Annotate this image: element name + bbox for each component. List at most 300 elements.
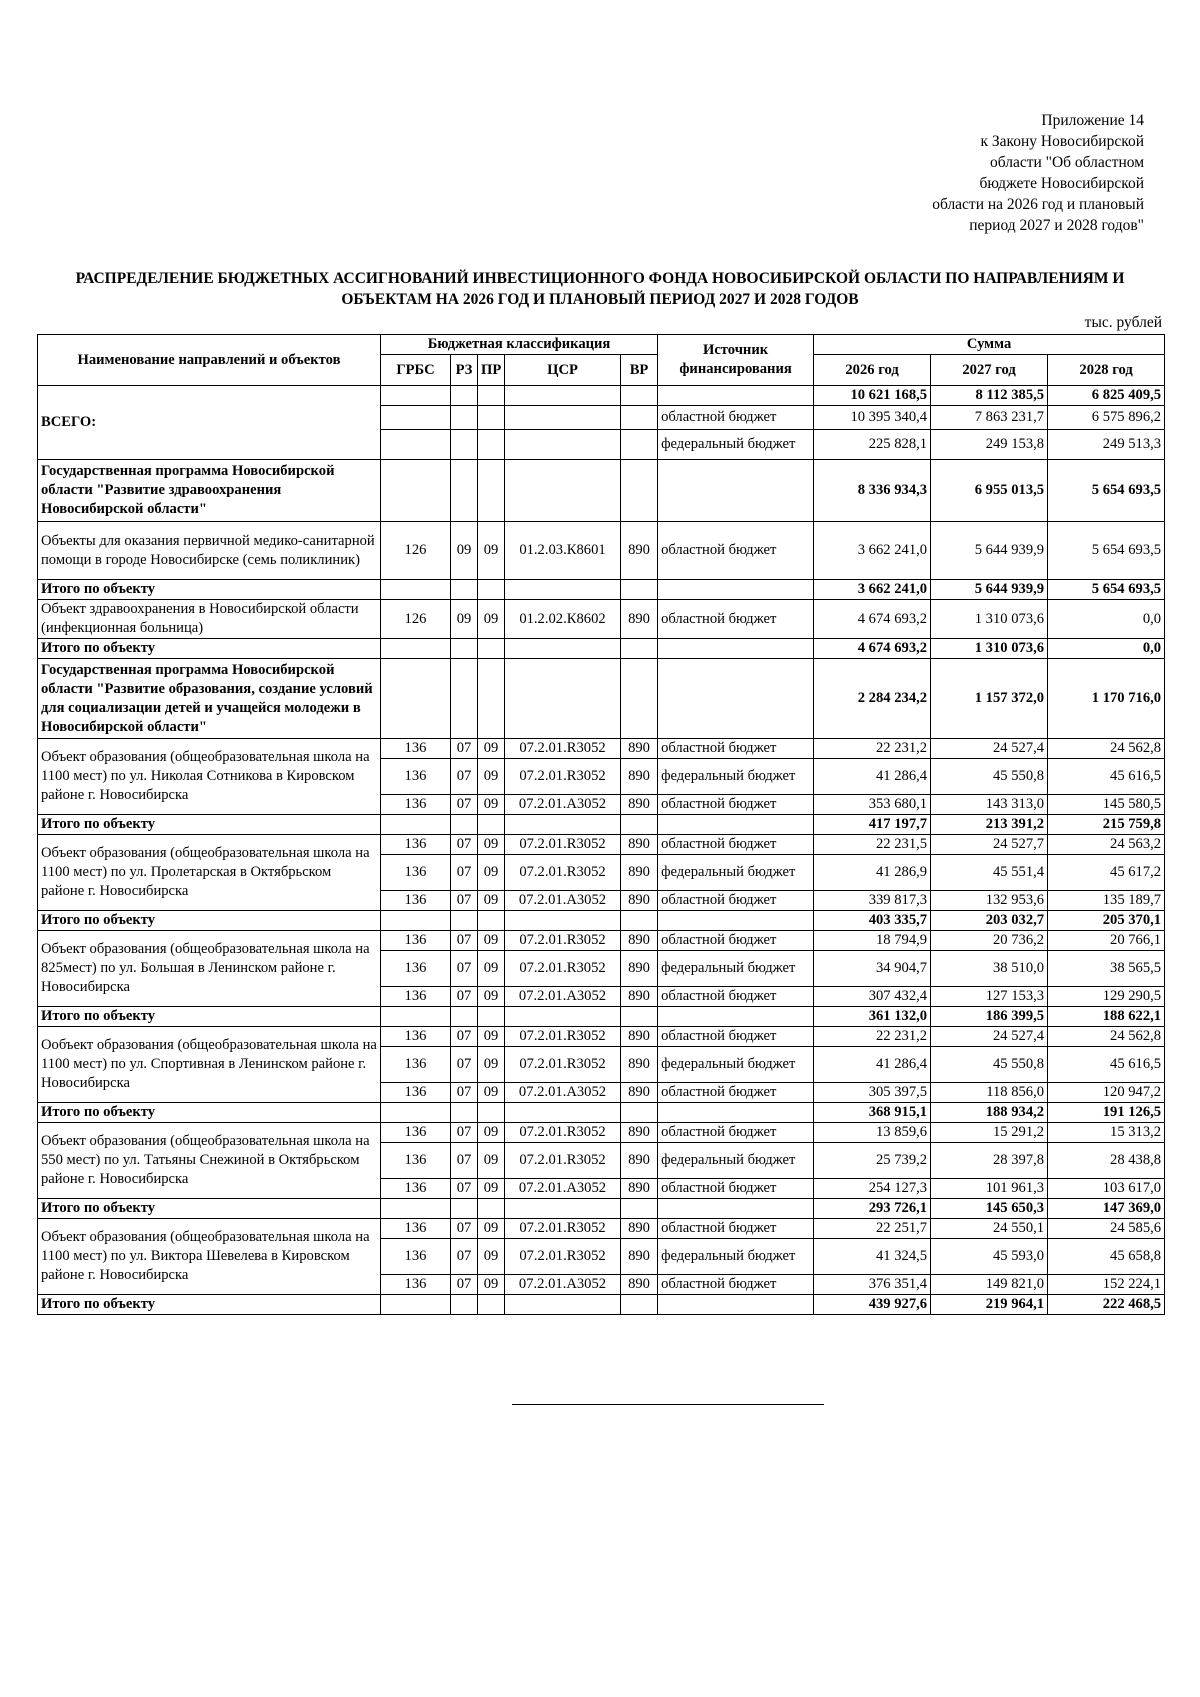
amount-2027: 143 313,0	[931, 795, 1048, 815]
pr-cell: 09	[478, 600, 505, 639]
source-cell: федеральный бюджет	[658, 1239, 814, 1275]
grbs-cell: 136	[381, 795, 451, 815]
rz-cell	[451, 911, 478, 931]
amount-2026: 339 817,3	[814, 891, 931, 911]
source-cell: областной бюджет	[658, 406, 814, 430]
source-cell	[658, 460, 814, 522]
source-cell: федеральный бюджет	[658, 759, 814, 795]
amount-2027: 1 310 073,6	[931, 600, 1048, 639]
pr-cell: 09	[478, 931, 505, 951]
amount-2027: 38 510,0	[931, 951, 1048, 987]
appendix-line: области "Об областном	[989, 154, 1144, 171]
amount-2026: 18 794,9	[814, 931, 931, 951]
rz-cell: 07	[451, 855, 478, 891]
amount-2026: 3 662 241,0	[814, 580, 931, 600]
amount-2028: 5 654 693,5	[1048, 522, 1165, 580]
amount-2027: 1 157 372,0	[931, 659, 1048, 739]
amount-2027: 203 032,7	[931, 911, 1048, 931]
amount-2028: 222 468,5	[1048, 1295, 1165, 1315]
grbs-cell	[381, 1199, 451, 1219]
table-body	[38, 386, 1165, 1315]
pr-cell: 09	[478, 1027, 505, 1047]
source-cell: областной бюджет	[658, 835, 814, 855]
source-cell: областной бюджет	[658, 891, 814, 911]
total-row	[38, 1295, 1165, 1315]
pr-cell: 09	[478, 1123, 505, 1143]
grbs-cell: 136	[381, 1239, 451, 1275]
title-line: ОБЪЕКТАМ НА 2026 ГОД И ПЛАНОВЫЙ ПЕРИОД 2027 И 2028 ГОДОВ	[341, 291, 859, 308]
amount-2028: 135 189,7	[1048, 891, 1165, 911]
table-row	[38, 460, 1165, 522]
amount-2026: 41 286,4	[814, 1047, 931, 1083]
amount-2026: 417 197,7	[814, 815, 931, 835]
grbs-cell: 136	[381, 951, 451, 987]
amount-2028: 24 562,8	[1048, 739, 1165, 759]
row-name: Объект образования (общеобразовательная школа на 1100 мест) по ул. Виктора Шевелева в Кировском районе г. Новосибирска	[38, 1219, 381, 1295]
amount-2027: 249 153,8	[931, 430, 1048, 460]
source-cell	[658, 659, 814, 739]
table-row	[38, 600, 1165, 639]
source-cell	[658, 1295, 814, 1315]
amount-2026: 10 395 340,4	[814, 406, 931, 430]
amount-2026: 403 335,7	[814, 911, 931, 931]
amount-2027: 5 644 939,9	[931, 522, 1048, 580]
source-cell: федеральный бюджет	[658, 1047, 814, 1083]
vr-cell: 890	[621, 1123, 658, 1143]
rz-cell	[451, 659, 478, 739]
rz-cell: 07	[451, 931, 478, 951]
amount-2027: 219 964,1	[931, 1295, 1048, 1315]
amount-2026: 4 674 693,2	[814, 600, 931, 639]
rz-cell: 09	[451, 600, 478, 639]
amount-2028: 45 658,8	[1048, 1239, 1165, 1275]
amount-2027: 101 961,3	[931, 1179, 1048, 1199]
amount-2028: 103 617,0	[1048, 1179, 1165, 1199]
amount-2027: 20 736,2	[931, 931, 1048, 951]
amount-2027: 188 934,2	[931, 1103, 1048, 1123]
header-sum: Сумма	[814, 335, 1165, 355]
rz-cell	[451, 1199, 478, 1219]
vr-cell: 890	[621, 600, 658, 639]
amount-2026: 376 351,4	[814, 1275, 931, 1295]
row-name: Итого по объекту	[38, 1199, 381, 1219]
source-cell	[658, 911, 814, 931]
amount-2028: 24 585,6	[1048, 1219, 1165, 1239]
pr-cell: 09	[478, 835, 505, 855]
csr-cell: 07.2.01.R3052	[505, 855, 621, 891]
amount-2026: 305 397,5	[814, 1083, 931, 1103]
amount-2027: 149 821,0	[931, 1275, 1048, 1295]
pr-cell	[478, 639, 505, 659]
pr-cell: 09	[478, 795, 505, 815]
amount-2027: 118 856,0	[931, 1083, 1048, 1103]
appendix-line: области на 2026 год и плановый	[932, 196, 1144, 213]
header-pr: ПР	[478, 355, 505, 386]
csr-cell	[505, 460, 621, 522]
row-name: Государственная программа Новосибирской области "Развитие образования, создание условий для социализации детей и учащейся молодежи в Новосибирской области"	[38, 659, 381, 739]
csr-cell: 07.2.01.R3052	[505, 1047, 621, 1083]
vr-cell	[621, 460, 658, 522]
row-name: Итого по объекту	[38, 1295, 381, 1315]
amount-2028: 120 947,2	[1048, 1083, 1165, 1103]
pr-cell	[478, 1295, 505, 1315]
appendix-block	[884, 110, 1144, 236]
amount-2028: 24 562,8	[1048, 1027, 1165, 1047]
grbs-cell	[381, 1295, 451, 1315]
rz-cell: 07	[451, 835, 478, 855]
pr-cell: 09	[478, 1239, 505, 1275]
pr-cell	[478, 430, 505, 460]
amount-2026: 439 927,6	[814, 1295, 931, 1315]
csr-cell: 07.2.01.R3052	[505, 1027, 621, 1047]
source-cell: областной бюджет	[658, 931, 814, 951]
vr-cell	[621, 639, 658, 659]
csr-cell	[505, 386, 621, 406]
grbs-cell	[381, 1103, 451, 1123]
vr-cell: 890	[621, 1275, 658, 1295]
grbs-cell	[381, 911, 451, 931]
vr-cell	[621, 430, 658, 460]
grbs-cell: 136	[381, 1027, 451, 1047]
source-cell	[658, 1007, 814, 1027]
document-title	[40, 268, 1160, 310]
amount-2027: 45 551,4	[931, 855, 1048, 891]
pr-cell	[478, 1199, 505, 1219]
row-name: Объект образования (общеобразовательная школа на 825мест) по ул. Большая в Ленинском районе г. Новосибирска	[38, 931, 381, 1007]
row-name: Итого по объекту	[38, 639, 381, 659]
header-grbs: ГРБС	[381, 355, 451, 386]
units-label: тыс. рублей	[1084, 314, 1162, 331]
amount-2028: 6 575 896,2	[1048, 406, 1165, 430]
rz-cell	[451, 1295, 478, 1315]
table-row	[38, 931, 1165, 951]
amount-2027: 24 550,1	[931, 1219, 1048, 1239]
rz-cell: 07	[451, 1219, 478, 1239]
row-name: Объект здравоохранения в Новосибирской области (инфекционная больница)	[38, 600, 381, 639]
amount-2028: 45 616,5	[1048, 1047, 1165, 1083]
row-name: Итого по объекту	[38, 1103, 381, 1123]
table-row	[38, 386, 1165, 406]
amount-2027: 132 953,6	[931, 891, 1048, 911]
source-cell: областной бюджет	[658, 987, 814, 1007]
amount-2026: 293 726,1	[814, 1199, 931, 1219]
amount-2026: 225 828,1	[814, 430, 931, 460]
amount-2026: 22 231,2	[814, 1027, 931, 1047]
csr-cell	[505, 639, 621, 659]
grbs-cell: 136	[381, 739, 451, 759]
amount-2027: 127 153,3	[931, 987, 1048, 1007]
grbs-cell: 136	[381, 1275, 451, 1295]
csr-cell: 07.2.01.R3052	[505, 1239, 621, 1275]
amount-2028: 28 438,8	[1048, 1143, 1165, 1179]
amount-2028: 6 825 409,5	[1048, 386, 1165, 406]
source-cell: областной бюджет	[658, 1179, 814, 1199]
table-row	[38, 1027, 1165, 1047]
grbs-cell: 136	[381, 987, 451, 1007]
amount-2026: 22 231,5	[814, 835, 931, 855]
pr-cell	[478, 815, 505, 835]
amount-2026: 307 432,4	[814, 987, 931, 1007]
rz-cell: 07	[451, 759, 478, 795]
budget-table	[37, 334, 1165, 1315]
amount-2028: 145 580,5	[1048, 795, 1165, 815]
source-cell: областной бюджет	[658, 1219, 814, 1239]
csr-cell	[505, 406, 621, 430]
amount-2026: 8 336 934,3	[814, 460, 931, 522]
rz-cell: 07	[451, 1239, 478, 1275]
source-cell	[658, 639, 814, 659]
vr-cell	[621, 659, 658, 739]
pr-cell: 09	[478, 951, 505, 987]
amount-2028: 20 766,1	[1048, 931, 1165, 951]
amount-2027: 45 550,8	[931, 759, 1048, 795]
vr-cell: 890	[621, 739, 658, 759]
grbs-cell: 136	[381, 759, 451, 795]
source-cell: областной бюджет	[658, 1083, 814, 1103]
total-row	[38, 1103, 1165, 1123]
csr-cell: 07.2.01.А3052	[505, 987, 621, 1007]
amount-2026: 3 662 241,0	[814, 522, 931, 580]
header-rz: РЗ	[451, 355, 478, 386]
amount-2027: 24 527,4	[931, 739, 1048, 759]
amount-2026: 25 739,2	[814, 1143, 931, 1179]
rz-cell: 07	[451, 1143, 478, 1179]
amount-2028: 188 622,1	[1048, 1007, 1165, 1027]
amount-2026: 41 286,9	[814, 855, 931, 891]
row-name: Итого по объекту	[38, 1007, 381, 1027]
grbs-cell: 136	[381, 931, 451, 951]
csr-cell	[505, 659, 621, 739]
amount-2026: 13 859,6	[814, 1123, 931, 1143]
source-cell: областной бюджет	[658, 1275, 814, 1295]
pr-cell: 09	[478, 987, 505, 1007]
amount-2026: 4 674 693,2	[814, 639, 931, 659]
vr-cell: 890	[621, 1179, 658, 1199]
amount-2027: 213 391,2	[931, 815, 1048, 835]
grbs-cell: 136	[381, 835, 451, 855]
grbs-cell: 126	[381, 600, 451, 639]
pr-cell	[478, 386, 505, 406]
pr-cell	[478, 580, 505, 600]
grbs-cell: 136	[381, 1123, 451, 1143]
rz-cell: 07	[451, 1275, 478, 1295]
pr-cell: 09	[478, 1275, 505, 1295]
rz-cell: 07	[451, 1123, 478, 1143]
pr-cell: 09	[478, 1179, 505, 1199]
source-cell: федеральный бюджет	[658, 430, 814, 460]
rz-cell: 07	[451, 987, 478, 1007]
amount-2027: 28 397,8	[931, 1143, 1048, 1179]
amount-2026: 2 284 234,2	[814, 659, 931, 739]
amount-2028: 45 616,5	[1048, 759, 1165, 795]
row-name: ВСЕГО:	[38, 386, 381, 460]
pr-cell: 09	[478, 855, 505, 891]
amount-2026: 41 324,5	[814, 1239, 931, 1275]
grbs-cell: 126	[381, 522, 451, 580]
row-name: Ообъект образования (общеобразовательная школа на 1100 мест) по ул. Спортивная в Ленинском районе г. Новосибирска	[38, 1027, 381, 1103]
csr-cell	[505, 1103, 621, 1123]
amount-2026: 34 904,7	[814, 951, 931, 987]
row-name: Государственная программа Новосибирской области "Развитие здравоохранения Новосибирской области"	[38, 460, 381, 522]
csr-cell: 07.2.01.R3052	[505, 951, 621, 987]
grbs-cell: 136	[381, 1083, 451, 1103]
total-row	[38, 580, 1165, 600]
total-row	[38, 1199, 1165, 1219]
row-name: Объект образования (общеобразовательная школа на 550 мест) по ул. Татьяны Снежиной в Октябрьском районе г. Новосибирска	[38, 1123, 381, 1199]
amount-2027: 45 550,8	[931, 1047, 1048, 1083]
amount-2027: 24 527,7	[931, 835, 1048, 855]
title-line: РАСПРЕДЕЛЕНИЕ БЮДЖЕТНЫХ АССИГНОВАНИЙ ИНВЕСТИЦИОННОГО ФОНДА НОВОСИБИРСКОЙ ОБЛАСТИ ПО НАПРАВЛЕНИЯМ И	[75, 270, 1125, 287]
rz-cell	[451, 815, 478, 835]
vr-cell: 890	[621, 987, 658, 1007]
grbs-cell	[381, 406, 451, 430]
table-row	[38, 1123, 1165, 1143]
source-cell	[658, 1199, 814, 1219]
row-name: Объект образования (общеобразовательная школа на 1100 мест) по ул. Пролетарская в Октябрьском районе г. Новосибирска	[38, 835, 381, 911]
csr-cell: 07.2.01.R3052	[505, 759, 621, 795]
row-name: Объекты для оказания первичной медико-санитарной помощи в городе Новосибирске (семь поликлиник)	[38, 522, 381, 580]
vr-cell: 890	[621, 855, 658, 891]
total-row	[38, 639, 1165, 659]
source-cell: областной бюджет	[658, 795, 814, 815]
pr-cell	[478, 1103, 505, 1123]
csr-cell	[505, 1199, 621, 1219]
csr-cell: 07.2.01.А3052	[505, 1179, 621, 1199]
pr-cell: 09	[478, 1083, 505, 1103]
vr-cell: 890	[621, 951, 658, 987]
appendix-line: бюджете Новосибирской	[979, 175, 1144, 192]
header-2027: 2027 год	[931, 355, 1048, 386]
pr-cell: 09	[478, 759, 505, 795]
csr-cell	[505, 1007, 621, 1027]
table-header	[38, 335, 1165, 386]
pr-cell: 09	[478, 891, 505, 911]
amount-2028: 0,0	[1048, 600, 1165, 639]
rz-cell	[451, 460, 478, 522]
source-cell: федеральный бюджет	[658, 1143, 814, 1179]
source-cell: областной бюджет	[658, 1027, 814, 1047]
amount-2028: 129 290,5	[1048, 987, 1165, 1007]
grbs-cell	[381, 430, 451, 460]
vr-cell: 890	[621, 759, 658, 795]
vr-cell	[621, 911, 658, 931]
csr-cell	[505, 911, 621, 931]
rz-cell	[451, 639, 478, 659]
csr-cell	[505, 430, 621, 460]
vr-cell	[621, 1007, 658, 1027]
amount-2028: 147 369,0	[1048, 1199, 1165, 1219]
rz-cell	[451, 1007, 478, 1027]
csr-cell: 07.2.01.R3052	[505, 1219, 621, 1239]
vr-cell: 890	[621, 1239, 658, 1275]
csr-cell: 07.2.01.А3052	[505, 891, 621, 911]
pr-cell: 09	[478, 1047, 505, 1083]
grbs-cell	[381, 639, 451, 659]
amount-2028: 0,0	[1048, 639, 1165, 659]
appendix-line: к Закону Новосибирской	[980, 133, 1144, 150]
rz-cell: 07	[451, 739, 478, 759]
row-name: Итого по объекту	[38, 580, 381, 600]
rz-cell: 07	[451, 951, 478, 987]
vr-cell	[621, 1199, 658, 1219]
rz-cell	[451, 386, 478, 406]
csr-cell: 01.2.03.К8601	[505, 522, 621, 580]
vr-cell: 890	[621, 1143, 658, 1179]
vr-cell: 890	[621, 1219, 658, 1239]
header-vr: ВР	[621, 355, 658, 386]
amount-2028: 191 126,5	[1048, 1103, 1165, 1123]
csr-cell: 01.2.02.К8602	[505, 600, 621, 639]
amount-2028: 205 370,1	[1048, 911, 1165, 931]
rz-cell: 07	[451, 1179, 478, 1199]
source-cell	[658, 386, 814, 406]
amount-2027: 1 310 073,6	[931, 639, 1048, 659]
source-cell	[658, 815, 814, 835]
vr-cell	[621, 815, 658, 835]
grbs-cell	[381, 815, 451, 835]
rz-cell	[451, 430, 478, 460]
amount-2028: 249 513,3	[1048, 430, 1165, 460]
table-row	[38, 835, 1165, 855]
amount-2028: 15 313,2	[1048, 1123, 1165, 1143]
amount-2028: 5 654 693,5	[1048, 460, 1165, 522]
amount-2027: 7 863 231,7	[931, 406, 1048, 430]
vr-cell	[621, 1103, 658, 1123]
csr-cell: 07.2.01.R3052	[505, 739, 621, 759]
rz-cell: 07	[451, 1083, 478, 1103]
csr-cell: 07.2.01.А3052	[505, 795, 621, 815]
table-row	[38, 522, 1165, 580]
vr-cell: 890	[621, 1047, 658, 1083]
csr-cell: 07.2.01.R3052	[505, 931, 621, 951]
grbs-cell: 136	[381, 1143, 451, 1179]
amount-2028: 5 654 693,5	[1048, 580, 1165, 600]
grbs-cell: 136	[381, 855, 451, 891]
vr-cell: 890	[621, 835, 658, 855]
vr-cell	[621, 386, 658, 406]
amount-2026: 368 915,1	[814, 1103, 931, 1123]
header-source: Источник финансирования	[658, 335, 814, 386]
csr-cell: 07.2.01.А3052	[505, 1275, 621, 1295]
vr-cell: 890	[621, 795, 658, 815]
amount-2026: 22 231,2	[814, 739, 931, 759]
amount-2028: 152 224,1	[1048, 1275, 1165, 1295]
amount-2028: 1 170 716,0	[1048, 659, 1165, 739]
header-classification: Бюджетная классификация	[381, 335, 658, 355]
amount-2027: 5 644 939,9	[931, 580, 1048, 600]
grbs-cell: 136	[381, 1047, 451, 1083]
amount-2027: 45 593,0	[931, 1239, 1048, 1275]
source-cell: федеральный бюджет	[658, 951, 814, 987]
amount-2028: 24 563,2	[1048, 835, 1165, 855]
grbs-cell: 136	[381, 1219, 451, 1239]
grbs-cell	[381, 460, 451, 522]
source-cell: областной бюджет	[658, 739, 814, 759]
amount-2028: 45 617,2	[1048, 855, 1165, 891]
vr-cell: 890	[621, 891, 658, 911]
grbs-cell	[381, 580, 451, 600]
pr-cell	[478, 659, 505, 739]
source-cell: областной бюджет	[658, 522, 814, 580]
amount-2026: 41 286,4	[814, 759, 931, 795]
amount-2027: 24 527,4	[931, 1027, 1048, 1047]
vr-cell: 890	[621, 1083, 658, 1103]
table-row	[38, 739, 1165, 759]
source-cell: федеральный бюджет	[658, 855, 814, 891]
pr-cell: 09	[478, 739, 505, 759]
grbs-cell: 136	[381, 1179, 451, 1199]
vr-cell: 890	[621, 1027, 658, 1047]
